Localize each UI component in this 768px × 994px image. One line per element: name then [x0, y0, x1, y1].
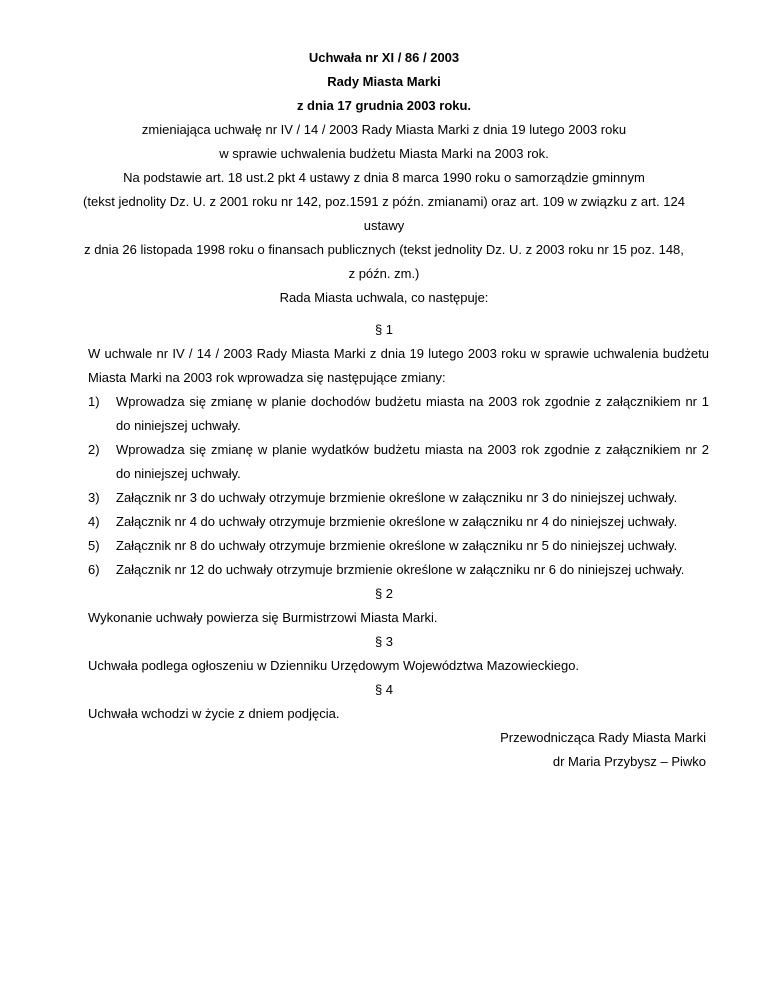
resolution-date: z dnia 17 grudnia 2003 roku.: [296, 98, 472, 113]
legal-basis-line-3: ustawy: [363, 218, 405, 233]
resolution-title: Uchwała nr XI / 86 / 2003: [308, 50, 460, 65]
subject-line-1: zmieniająca uchwałę nr IV / 14 / 2003 Rady Miasta Marki z dnia 19 lutego 2003 roku: [141, 122, 627, 137]
section-3-mark: § 3: [374, 634, 394, 649]
list-item-number: 6): [88, 562, 100, 577]
list-item-number: 1): [88, 394, 100, 409]
legal-basis-line-4: z dnia 26 listopada 1998 roku o finansach publicznych (tekst jednolity Dz. U. z 2003 roku nr 15 poz. 148,: [84, 242, 684, 257]
section-2-mark: § 2: [374, 586, 394, 601]
resolves-clause: Rada Miasta uchwala, co następuje:: [279, 290, 489, 305]
list-item-number: 4): [88, 514, 100, 529]
subject-line-2: w sprawie uchwalenia budżetu Miasta Marki na 2003 rok.: [219, 146, 549, 161]
list-item-number: 3): [88, 490, 100, 505]
section-4-text: Uchwała wchodzi w życie z dniem podjęcia.: [88, 706, 340, 721]
section-2-text: Wykonanie uchwały powierza się Burmistrzowi Miasta Marki.: [88, 610, 438, 625]
list-item-text: Załącznik nr 3 do uchwały otrzymuje brzmienie określone w załączniku nr 3 do niniejszej uchwały.: [116, 490, 678, 505]
legal-basis-line-1: Na podstawie art. 18 ust.2 pkt 4 ustawy z dnia 8 marca 1990 roku o samorządzie gminnym: [123, 170, 645, 185]
signatory-role: Przewodnicząca Rady Miasta Marki: [500, 730, 706, 745]
list-item-text-cont: do niniejszej uchwały.: [116, 418, 241, 433]
legal-basis-line-5: z późn. zm.): [348, 266, 420, 281]
list-item-text: Wprowadza się zmianę w planie wydatków budżetu miasta na 2003 rok zgodnie z załącznikiem nr 2: [116, 442, 709, 457]
council-name: Rady Miasta Marki: [327, 74, 441, 89]
list-item-number: 5): [88, 538, 100, 553]
list-item-number: 2): [88, 442, 100, 457]
legal-basis-line-2: (tekst jednolity Dz. U. z 2001 roku nr 142, poz.1591 z późn. zmianami) oraz art. 109 w związku z art. 124: [83, 194, 685, 209]
section-1-intro-line-1: W uchwale nr IV / 14 / 2003 Rady Miasta Marki z dnia 19 lutego 2003 roku w sprawie uchwalenia budżetu: [88, 346, 709, 361]
list-item-text: Załącznik nr 4 do uchwały otrzymuje brzmienie określone w załączniku nr 4 do niniejszej uchwały.: [116, 514, 678, 529]
list-item-text-cont: do niniejszej uchwały.: [116, 466, 241, 481]
section-3-text: Uchwała podlega ogłoszeniu w Dzienniku Urzędowym Województwa Mazowieckiego.: [88, 658, 580, 673]
list-item-text: Wprowadza się zmianę w planie dochodów budżetu miasta na 2003 rok zgodnie z załącznikiem nr 1: [116, 394, 709, 409]
list-item-text: Załącznik nr 12 do uchwały otrzymuje brzmienie określone w załączniku nr 6 do niniejszej uchwały.: [116, 562, 685, 577]
signatory-name: dr Maria Przybysz – Piwko: [552, 754, 706, 769]
section-1-mark: § 1: [374, 322, 394, 337]
list-item-text: Załącznik nr 8 do uchwały otrzymuje brzmienie określone w załączniku nr 5 do niniejszej uchwały.: [116, 538, 678, 553]
section-4-mark: § 4: [374, 682, 394, 697]
section-1-intro-line-2: Miasta Marki na 2003 rok wprowadza się następujące zmiany:: [88, 370, 446, 385]
